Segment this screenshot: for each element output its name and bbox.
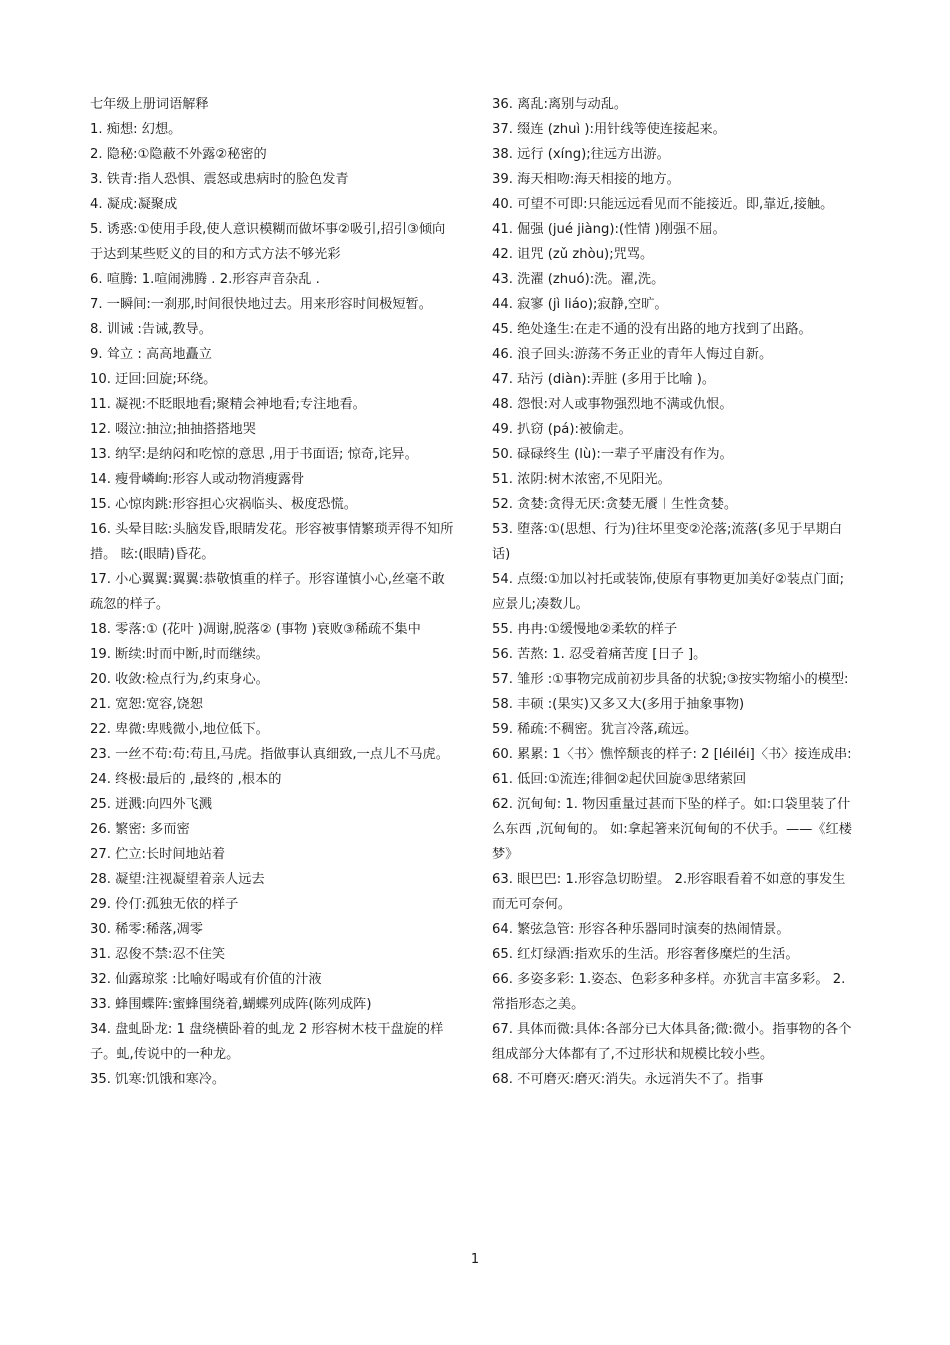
vocab-entry: 46. 浪子回头:游荡不务正业的青年人悔过自新。 [492,347,773,362]
vocab-entry: 24. 终极:最后的 ,最终的 ,根本的 [90,772,282,787]
vocab-entry: 57. 雏形 :①事物完成前初步具备的状貌;③按实物缩小的模型: [492,672,849,687]
vocab-entry: 34. 盘虬卧龙: 1 盘绕横卧着的虬龙 2 形容树木枝干盘旋的样子。虬,传说中的一种龙。 [90,1022,444,1062]
vocab-entry: 14. 瘦骨嶙峋:形容人或动物消瘦露骨 [90,472,305,487]
vocab-entry: 7. 一瞬间:一刹那,时间很快地过去。用来形容时间极短暂。 [90,297,432,312]
vocab-entry: 37. 缀连 (zhuì ):用针线等使连接起来。 [492,122,726,137]
vocab-entry: 49. 扒窃 (pá):被偷走。 [492,422,632,437]
vocab-entry: 67. 具体而微:具体:各部分已大体具备;微:微小。指事物的各个组成部分大体都有了,不过形状和规模比较小些。 [492,1022,852,1062]
vocab-entry: 43. 洗濯 (zhuó):洗。濯,洗。 [492,272,665,287]
vocab-entry: 45. 绝处逢生:在走不通的没有出路的地方找到了出路。 [492,322,812,337]
vocab-entry: 29. 伶仃:孤独无依的样子 [90,897,239,912]
vocab-entry: 32. 仙露琼浆 :比喻好喝或有价值的汁液 [90,972,322,987]
vocab-entry: 26. 繁密: 多而密 [90,822,190,837]
vocab-entry: 8. 训诫 :告诫,教导。 [90,322,212,337]
vocab-entry: 33. 蜂围蝶阵:蜜蜂围绕着,蝴蝶列成阵(陈列成阵) [90,997,372,1012]
vocab-entry: 19. 断续:时而中断,时而继续。 [90,647,269,662]
vocab-entry: 44. 寂寥 (jì liáo);寂静,空旷。 [492,297,668,312]
vocab-entry: 25. 迸溅:向四外飞溅 [90,797,212,812]
vocab-entry: 42. 诅咒 (zǔ zhòu);咒骂。 [492,247,654,262]
vocab-entry: 27. 伫立:长时间地站着 [90,847,226,862]
vocab-entry: 20. 收敛:检点行为,约束身心。 [90,672,269,687]
vocab-entry: 31. 忍俊不禁:忍不住笑 [90,947,226,962]
vocab-entry: 35. 饥寒:饥饿和寒冷。 [90,1072,226,1087]
vocab-entry: 52. 贪婪:贪得无厌:贪婪无餍︱生性贪婪。 [492,497,738,512]
vocab-entry: 6. 喧腾: 1.喧闹沸腾 . 2.形容声音杂乱 . [90,272,320,287]
vocab-entry: 4. 凝成:凝聚成 [90,197,178,212]
vocab-entry: 3. 铁青:指人恐惧、震怒或患病时的脸色发青 [90,172,349,187]
vocab-entry: 9. 耸立 : 高高地矗立 [90,347,212,362]
vocab-entry: 51. 浓阴:树木浓密,不见阳光。 [492,472,671,487]
vocab-entry: 60. 累累: 1〈书〉憔悴颓丧的样子: 2 [léiléi]〈书〉接连成串: [492,747,852,762]
vocab-entry: 61. 低回:①流连;徘徊②起伏回旋③思绪萦回 [492,772,747,787]
vocab-entry: 5. 诱惑:①使用手段,使人意识模糊而做坏事②吸引,招引③倾向于达到某些贬义的目的和方式方法不够光彩 [90,222,446,262]
vocab-entry: 30. 稀零:稀落,凋零 [90,922,203,937]
vocab-entry: 13. 纳罕:是纳闷和吃惊的意思 ,用于书面语; 惊奇,诧异。 [90,447,418,462]
vocab-entry: 65. 红灯绿酒:指欢乐的生活。形容奢侈糜烂的生活。 [492,947,799,962]
vocab-entry: 28. 凝望:注视凝望着亲人远去 [90,872,265,887]
left-column [90,92,455,1092]
vocab-entry: 16. 头晕目眩:头脑发昏,眼睛发花。形容被事情繁琐弄得不知所措。 眩:(眼睛)昏花。 [90,522,454,562]
vocab-entry: 41. 倔强 (jué jiàng):(性情 )刚强不屈。 [492,222,726,237]
vocab-entry: 54. 点缀:①加以衬托或装饰,使原有事物更加美好②装点门面;应景儿;凑数儿。 [492,572,845,612]
vocab-entry: 55. 冉冉:①缓慢地②柔软的样子 [492,622,678,637]
vocab-entry: 59. 稀疏:不稠密。犹言冷落,疏远。 [492,722,698,737]
vocab-entry: 21. 宽恕:宽容,饶恕 [90,697,203,712]
vocab-entry: 56. 苦熬: 1. 忍受着痛苦度 [日子 ]。 [492,647,707,662]
vocab-entry: 63. 眼巴巴: 1.形容急切盼望。 2.形容眼看着不如意的事发生而无可奈何。 [492,872,846,912]
vocab-entry: 62. 沉甸甸: 1. 物因重量过甚而下坠的样子。如:口袋里装了什么东西 ,沉甸甸的。 如:拿起箸来沉甸甸的不伏手。——《红楼梦》 [492,797,852,862]
vocab-entry: 15. 心惊肉跳:形容担心灾祸临头、极度恐慌。 [90,497,357,512]
right-entry-list [492,92,857,1092]
vocab-entry: 22. 卑微:卑贱微小,地位低下。 [90,722,269,737]
vocab-entry: 58. 丰硕 :(果实)又多又大(多用于抽象事物) [492,697,745,712]
vocab-entry: 38. 远行 (xíng);往远方出游。 [492,147,670,162]
vocab-entry: 17. 小心翼翼:翼翼:恭敬慎重的样子。形容谨慎小心,丝毫不敢疏忽的样子。 [90,572,445,612]
vocab-entry: 68. 不可磨灭:磨灭:消失。永远消失不了。指事 [492,1072,764,1087]
vocab-entry: 36. 离乱:离别与动乱。 [492,97,628,112]
vocab-entry: 47. 玷污 (diàn):弄脏 (多用于比喻 )。 [492,372,716,387]
left-entry-list [90,117,455,1092]
page-number: 1 [470,1252,480,1267]
vocab-entry: 40. 可望不可即:只能远远看见而不能接近。即,靠近,接触。 [492,197,834,212]
vocab-entry: 66. 多姿多彩: 1.姿态、色彩多种多样。亦犹言丰富多彩。 2.常指形态之美。 [492,972,846,1012]
vocab-entry: 50. 碌碌终生 (lù):一辈子平庸没有作为。 [492,447,733,462]
vocab-entry: 18. 零落:① (花叶 )凋谢,脱落② (事物 )衰败③稀疏不集中 [90,622,421,637]
vocab-entry: 39. 海天相吻:海天相接的地方。 [492,172,680,187]
vocab-entry: 12. 啜泣:抽泣;抽抽搭搭地哭 [90,422,256,437]
vocab-entry: 1. 痴想: 幻想。 [90,122,182,137]
vocab-entry: 23. 一丝不苟:苟:苟且,马虎。指做事认真细致,一点儿不马虎。 [90,747,449,762]
vocab-entry: 64. 繁弦急管: 形容各种乐器同时演奏的热闹情景。 [492,922,790,937]
vocab-entry: 53. 堕落:①(思想、行为)往坏里变②沦落;流落(多见于早期白话) [492,522,843,562]
vocab-entry: 48. 怨恨:对人或事物强烈地不满或仇恨。 [492,397,733,412]
vocab-entry: 10. 迂回:回旋;环绕。 [90,372,217,387]
page-title: 七年级上册词语解释 [90,97,209,112]
right-column [492,92,857,1092]
vocab-entry: 2. 隐秘:①隐蔽不外露②秘密的 [90,147,267,162]
vocab-entry: 11. 凝视:不眨眼地看;聚精会神地看;专注地看。 [90,397,366,412]
